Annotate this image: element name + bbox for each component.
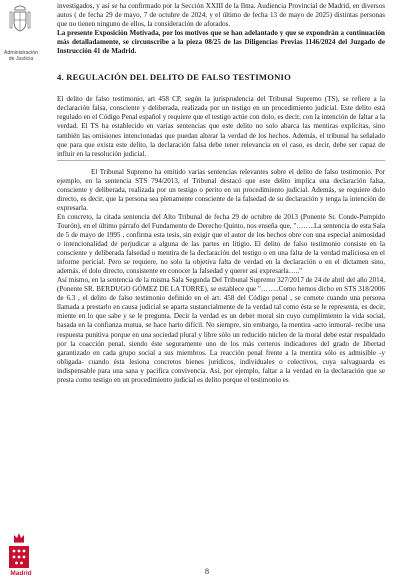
body-paragraph-2: El Tribunal Supremo ha emitido varias sentencias relevantes sobre el delito de falso testimonio. Por ejemplo, en la sentencia STS 794/2013, el Tribunal destacó que este delito implica una declaración falsa, consciente y deliberada, realizada por un testigo o perito en un procedimiento judicial. Además, se requiere dolo directo, es decir, que la persona sea plenamente consciente de la falsedad de su declaración y tenga la intención de expresarla. (57, 167, 385, 212)
intro-paragraph: investigados, y así se ha confirmado por la Sección XXIII de la Ilma. Audiencia Provincial de Madrid, en diversos autos ( de fecha 29 de mayo, 7 de octubre de 2024, y el último de fecha 13 de mayo de 2025) distintas personas que no tienen ninguno de ellos, la consideración de aforados. (57, 2, 385, 29)
section-heading: 4. REGULACIÓN DEL DELITO DE FALSO TESTIMONIO (57, 72, 291, 83)
crown-icon (12, 530, 26, 544)
intro-bold-paragraph: La presente Exposición Motivada, por los motivos que se han adelantado y que se expondrán a continuación más detalladamente, se circunscribe a la pieza 08/25 de las Diligencias Previas 1146/2024 del Juzgado de Instrucción 41 de Madrid. (57, 29, 385, 56)
left-gutter (0, 0, 40, 586)
page-number: 8 (205, 567, 209, 576)
body-paragraph-3: En concreto, la citada sentencia del Alto Tribunal de fecha 29 de octubre de 2013 (Ponente Sr. Conde-Pumpido Tourón), en el último párrafo del Fundamento de Derecho Quinto, nos enseña que, "……..La sentencia de esta Sala de 5 de mayo de 1995 , confirma esta tesis, sin exigir que el autor de los hechos obre con una especial animosidad o intencionalidad de perjudicar a alguna de las partes en litigio. El delito de falso testimonio consiste en la consciente y deliberada falsedad o mentira de la declaración del testigo o en una falta de la verdad maliciosa en el informe pericial. Pero se requiere, no solo la objetiva falta de verdad en la declaración o en el dictamen sino, además, el dolo directo, consistente en conocer la falsedad y querer así expresarla….." (57, 212, 385, 276)
coat-of-arms-icon (8, 4, 32, 34)
madrid-label: Madrid (10, 570, 32, 577)
institution-label: Administración de Justicia (3, 50, 39, 62)
madrid-stars-icon (9, 546, 29, 568)
body-paragraph-4: Así mismo, en la sentencia de la misma Sala Segunda Del Tribunal Supremo 327/2017 de 24 de abril del año 2014, (Ponente SR. BERDUGO GÓMEZ DE LA TORRE), se establece que "……..Como hemos dicho en STS 318/2006 de 6.3 , el delito de falso testimonio definido en el art. 458 del Código penal , se comete cuando una persona llamada a prestarlo en causa judicial se aparta sustancialmente de la verdad tal como ésta se le representa, es decir, miente en lo que sabe y se le pregunta. Decir la verdad es un deber moral sin cuyo cumplimiento la vida social, basada en la confianza mutua, se hace harto difícil. No siempre, sin embargo, la mentira -acto inmoral- recibe una respuesta punitiva porque en una sociedad plural y libre sólo un reducido núcleo de la moral debe estar respaldado por la coacción penal, siendo éste seguramente uno de los más certeros indicadores del grado de libertad garantizado en cada grupo social a sus miembros. La reacción penal frente a la mentira sólo es admisible -y obligada- cuando ésta lesiona concretos bienes jurídicos, individuales o colectivos, cuya salvaguarda es indispensable para una sana y pacífica convivencia. Así, por ejemplo, faltar a la verdad en la declaración que se presta como testigo en un procedimiento judicial es delito porque el testimonio es (57, 276, 385, 384)
document-body (57, 2, 385, 385)
section-divider (57, 160, 385, 161)
body-paragraph-1: El delito de falso testimonio, art 458 CP, según la jurisprudencia del Tribunal Supremo (TS), se refiere a la declaración falsa, consciente y deliberada, realizada por un testigo en un procedimiento judicial. Este delito está regulado en el Código Penal español y requiere que el testigo actúe con dolo, es decir, con la intención de faltar a la verdad. El TS ha establecido en varias sentencias que este delito no solo abarca las mentiras explícitas, sino también las omisiones intencionadas que puedan alterar la verdad de los hechos. Además, el tribunal ha señalado que para que exista este delito, la declaración falsa debe tener relevancia en el caso, es decir, debe ser capaz de influir en la resolución judicial. (57, 95, 385, 158)
